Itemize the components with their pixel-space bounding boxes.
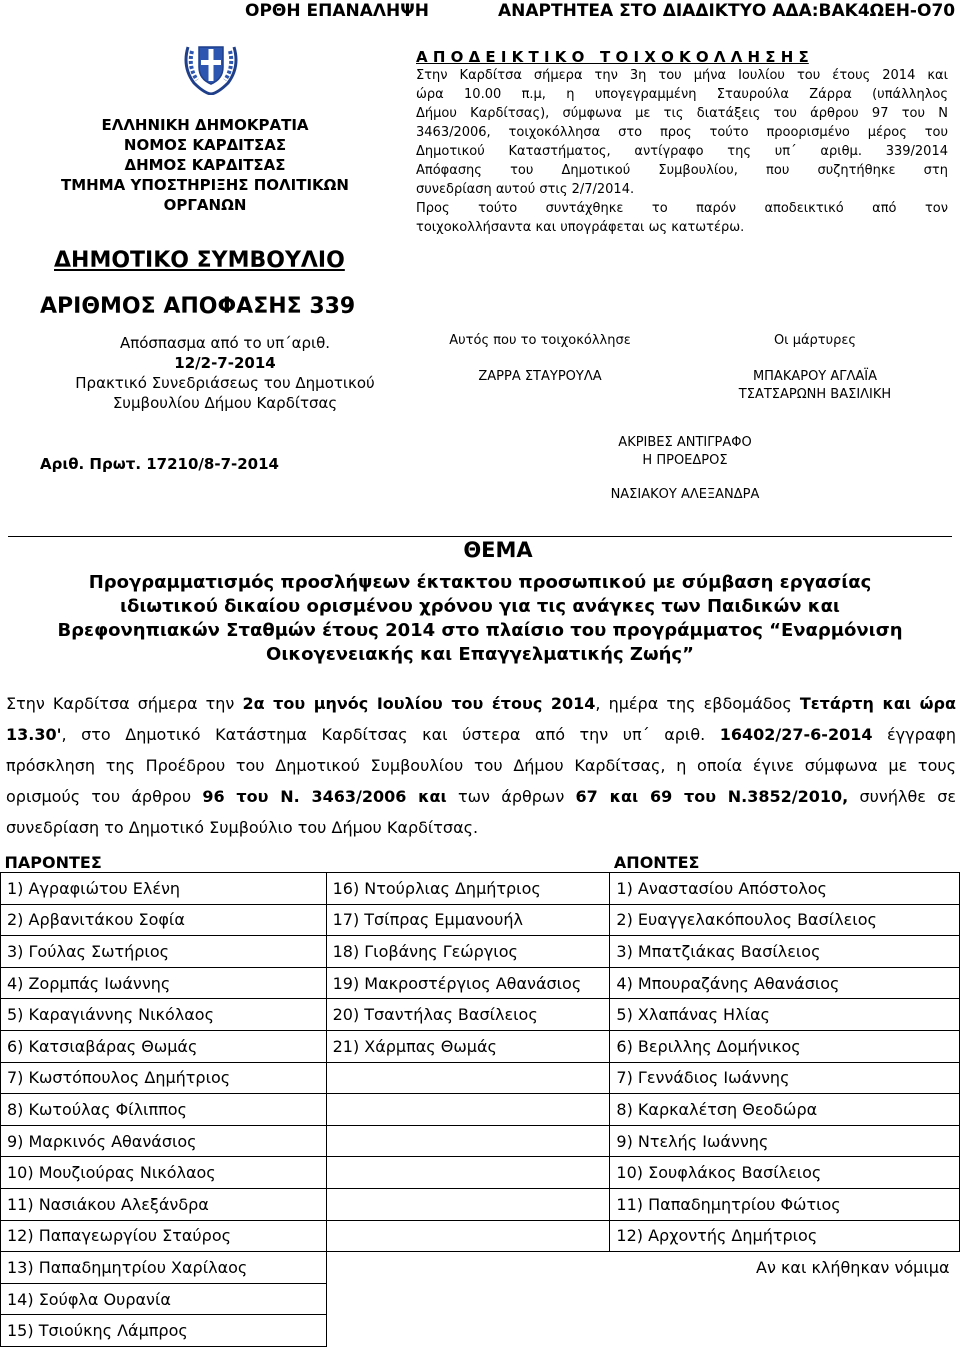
absent-member: 5) Χλαπάνας Ηλίας	[610, 999, 960, 1031]
chair-name: ΝΑΣΙΑΚΟΥ ΑΛΕΞΑΝΔΡΑ	[610, 487, 760, 502]
authority-line: ΕΛΛΗΝΙΚΗ ΔΗΜΟΚΡΑΤΙΑ	[101, 116, 309, 134]
present-member: 18) Γιοβάνης Γεώργιος	[326, 936, 610, 968]
posting-cert-line: συνεδρίαση αυτού στις 2/7/2014.	[416, 182, 635, 197]
posting-cert-line: Απόφασης του Δημοτικού Συμβουλίου, που συζητήθηκε στη	[416, 163, 948, 178]
present-member: 3) Γούλας Σωτήριος	[1, 936, 327, 968]
chair-label: Η ΠΡΟΕΔΡΟΣ	[642, 453, 728, 468]
body-paragraph	[6, 688, 956, 843]
present-member: 12) Παπαγεωργίου Σταύρος	[1, 1220, 327, 1252]
minutes-number: 12/2-7-2014	[174, 354, 276, 372]
witnesses-signature	[690, 332, 940, 404]
table-row	[1, 1062, 960, 1094]
present-member: 15) Τσιούκης Λάμπρος	[1, 1315, 327, 1347]
table-row	[1, 999, 960, 1031]
absent-header: ΑΠΟΝΤΕΣ	[613, 852, 700, 872]
authority-line: ΤΜΗΜΑ ΥΠΟΣΤΗΡΙΞΗΣ ΠΟΛΙΤΙΚΩΝ	[61, 176, 349, 194]
present-member: 17) Τσίπρας Εμμανουήλ	[326, 904, 610, 936]
protocol-number: Αριθ. Πρωτ. 17210/8-7-2014	[40, 455, 279, 473]
empty-cell	[326, 1315, 610, 1347]
present-header: ΠΑΡΟΝΤΕΣ	[4, 852, 102, 872]
present-member: 16) Ντούρλιας Δημήτριος	[326, 873, 610, 905]
present-member: 11) Νασιάκου Αλεξάνδρα	[1, 1188, 327, 1220]
posting-cert-line: ώρα 10.00 π.μ, η υπογεγραμμένη Σταυρούλα Ζάρρα (υπάλληλος	[416, 87, 948, 102]
absent-member: 2) Ευαγγελακόπουλος Βασίλειος	[610, 904, 960, 936]
witness-name: ΜΠΑΚΑΡΟΥ ΑΓΛΑΪΑ	[752, 369, 878, 384]
absent-member: 3) Μπατζιάκας Βασίλειος	[610, 936, 960, 968]
posting-cert-title: Α Π Ο Δ Ε Ι Κ Τ Ι Κ Ο Τ Ο Ι Χ Ο Κ Ο Λ Λ Η Σ Η Σ	[416, 48, 809, 66]
table-row	[1, 1252, 960, 1284]
posting-cert-line: τοιχοκολλήσαντα και υπογράφεται ως κατωτέρω.	[416, 220, 745, 235]
chair-signature	[560, 434, 810, 504]
publication-label: ΑΝΑΡΤΗΤΕΑ ΣΤΟ ΔΙΑΔΙΚΤΥΟ ΑΔΑ:ΒΑΚ4ΩΕΗ-Ο70	[498, 1, 956, 21]
body-line: ορισμούς του άρθρου 96 του Ν. 3463/2006 και των άρθρων 67 και 69 του Ν.3852/2010, συνήλθε σε	[6, 787, 956, 806]
present-member: 9) Μαρκινός Αθανάσιος	[1, 1125, 327, 1157]
empty-cell	[326, 1220, 610, 1252]
empty-cell	[610, 1283, 960, 1315]
empty-cell	[326, 1125, 610, 1157]
posting-cert-line: Στην Καρδίτσα σήμερα την 3η του μήνα Ιουλίου του έτους 2014 και	[416, 68, 948, 83]
present-member: 13) Παπαδημητρίου Χαρίλαος	[1, 1252, 327, 1284]
present-member: 2) Αρβανιτάκου Σοφία	[1, 904, 327, 936]
present-member: 21) Χάρμπας Θωμάς	[326, 1030, 610, 1062]
correction-label: ΟΡΘΗ ΕΠΑΝΑΛΗΨΗ	[245, 1, 429, 21]
body-line: συνεδρίαση το Δημοτικό Συμβούλιο του Δήμου Καρδίτσας.	[6, 818, 479, 837]
authority-line: ΟΡΓΑΝΩΝ	[163, 196, 247, 214]
absent-member: 10) Σουφλάκος Βασίλειος	[610, 1157, 960, 1189]
table-row	[1, 873, 960, 905]
authority-line: ΔΗΜΟΣ ΚΑΡΔΙΤΣΑΣ	[124, 156, 286, 174]
empty-cell	[326, 1062, 610, 1094]
excerpt-line: Απόσπασμα από το υπ΄αριθ.	[119, 334, 331, 352]
empty-cell	[326, 1283, 610, 1315]
table-row	[1, 1030, 960, 1062]
table-row	[1, 1125, 960, 1157]
poster-label: Αυτός που το τοιχοκόλλησε	[449, 333, 631, 348]
present-member: 8) Κωτούλας Φίλιππος	[1, 1094, 327, 1126]
excerpt-line: Συμβουλίου Δήμου Καρδίτσας	[112, 394, 338, 412]
posting-cert-line: Προς τούτο συντάχθηκε το παρόν αποδεικτικό από τον	[416, 201, 948, 216]
absent-member: 6) Βεριλλης Δομήνικος	[610, 1030, 960, 1062]
absent-member: 4) Μπουραζάνης Αθανάσιος	[610, 967, 960, 999]
table-row	[1, 967, 960, 999]
absent-note: Αν και κλήθηκαν νόμιμα	[756, 1258, 950, 1278]
present-member: 1) Αγραφιώτου Ελένη	[1, 873, 327, 905]
present-member: 7) Κωστόπουλος Δημήτριος	[1, 1062, 327, 1094]
witnesses-label: Οι μάρτυρες	[773, 333, 857, 348]
greek-emblem-icon	[180, 37, 242, 95]
posting-cert-text	[416, 66, 948, 237]
posting-cert-line: Δήμου Καρδίτσας), σύμφωνα με τις διατάξεις του άρθρου 97 του Ν	[416, 106, 948, 121]
attendance-table	[0, 852, 960, 1347]
subject-line: ιδιωτικού δικαίου ορισμένου χρόνου για τις ανάγκες των Παιδικών και	[120, 596, 840, 617]
empty-cell	[610, 1315, 960, 1347]
excerpt-line: Πρακτικό Συνεδριάσεως του Δημοτικού	[75, 374, 375, 392]
council-title: ΔΗΜΟΤΙΚΟ ΣΥΜΒΟΥΛΙΟ	[54, 248, 345, 273]
table-row	[1, 1157, 960, 1189]
poster-name: ΖΑΡΡΑ ΣΤΑΥΡΟΥΛΑ	[478, 369, 602, 384]
excerpt-block	[60, 333, 390, 413]
body-line: Στην Καρδίτσα σήμερα την 2α του μηνός Ιουλίου του έτους 2014, ημέρα της εβδομάδος Τετάρτη και ώρα	[6, 694, 957, 713]
body-line: 13.30', στο Δημοτικό Κατάστημα Καρδίτσας και ύστερα από την υπ΄ αριθ. 16402/27-6-2014 έγγραφη	[6, 725, 956, 744]
absent-member: 8) Καρκαλέτση Θεοδώρα	[610, 1094, 960, 1126]
present-member: 4) Ζορμπάς Ιωάννης	[1, 967, 327, 999]
present-member: 10) Μουζιούρας Νικόλαος	[1, 1157, 327, 1189]
table-row	[1, 936, 960, 968]
absent-member: 1) Αναστασίου Απόστολος	[610, 873, 960, 905]
subject-line: Προγραμματισμός προσλήψεων έκτακτου προσωπικού με σύμβαση εργασίας	[88, 572, 872, 593]
subject-heading: ΘΕΜΑ	[463, 538, 533, 562]
present-member: 6) Κατσιαβάρας Θωμάς	[1, 1030, 327, 1062]
absent-member: 9) Ντελής Ιωάννης	[610, 1125, 960, 1157]
table-row	[1, 1315, 960, 1347]
authority-line: ΝΟΜΟΣ ΚΑΡΔΙΤΣΑΣ	[123, 136, 287, 154]
table-row	[1, 1283, 960, 1315]
present-member: 19) Μακροστέργιος Αθανάσιος	[326, 967, 610, 999]
witness-name: ΤΣΑΤΣΑΡΩΝΗ ΒΑΣΙΛΙΚΗ	[738, 387, 892, 402]
empty-cell	[326, 1157, 610, 1189]
subject-text	[0, 571, 960, 667]
table-row	[1, 1220, 960, 1252]
true-copy-label: ΑΚΡΙΒΕΣ ΑΝΤΙΓΡΑΦΟ	[618, 435, 752, 450]
body-line: πρόσκληση της Προέδρου του Δημοτικού Συμβουλίου του Δήμου Καρδίτσας, η οποία έγινε σύμφωνα με τους	[6, 756, 956, 775]
absent-member: 7) Γεννάδιος Ιωάννης	[610, 1062, 960, 1094]
present-member: 20) Τσαντήλας Βασίλειος	[326, 999, 610, 1031]
decision-number: ΑΡΙΘΜΟΣ ΑΠΟΦΑΣΗΣ 339	[40, 294, 356, 319]
empty-cell	[326, 1094, 610, 1126]
absent-member: 12) Αρχοντής Δημήτριος	[610, 1220, 960, 1252]
poster-signature	[410, 332, 670, 386]
subject-line: Βρεφονηπιακών Σταθμών έτους 2014 στο πλαίσιο του προγράμματος “Εναρμόνιση	[57, 620, 903, 641]
present-member: 14) Σούφλα Ουρανία	[1, 1283, 327, 1315]
subject-line: Οικογενειακής και Επαγγελματικής Ζωής”	[266, 644, 694, 665]
absent-member: 11) Παπαδημητρίου Φώτιος	[610, 1188, 960, 1220]
posting-cert-line: 3463/2006, τοιχοκόλλησα στο προς τούτο προορισμένο μέρος του	[416, 125, 948, 140]
authority-block	[60, 115, 350, 215]
present-member: 5) Καραγιάννης Νικόλαος	[1, 999, 327, 1031]
table-row	[1, 1094, 960, 1126]
empty-cell	[326, 1188, 610, 1220]
posting-cert-line: Δημοτικού Καταστήματος, αντίγραφο της υπ΄ αριθμ. 339/2014	[416, 144, 948, 159]
empty-cell	[326, 1252, 610, 1284]
table-row	[1, 904, 960, 936]
table-row	[1, 1188, 960, 1220]
